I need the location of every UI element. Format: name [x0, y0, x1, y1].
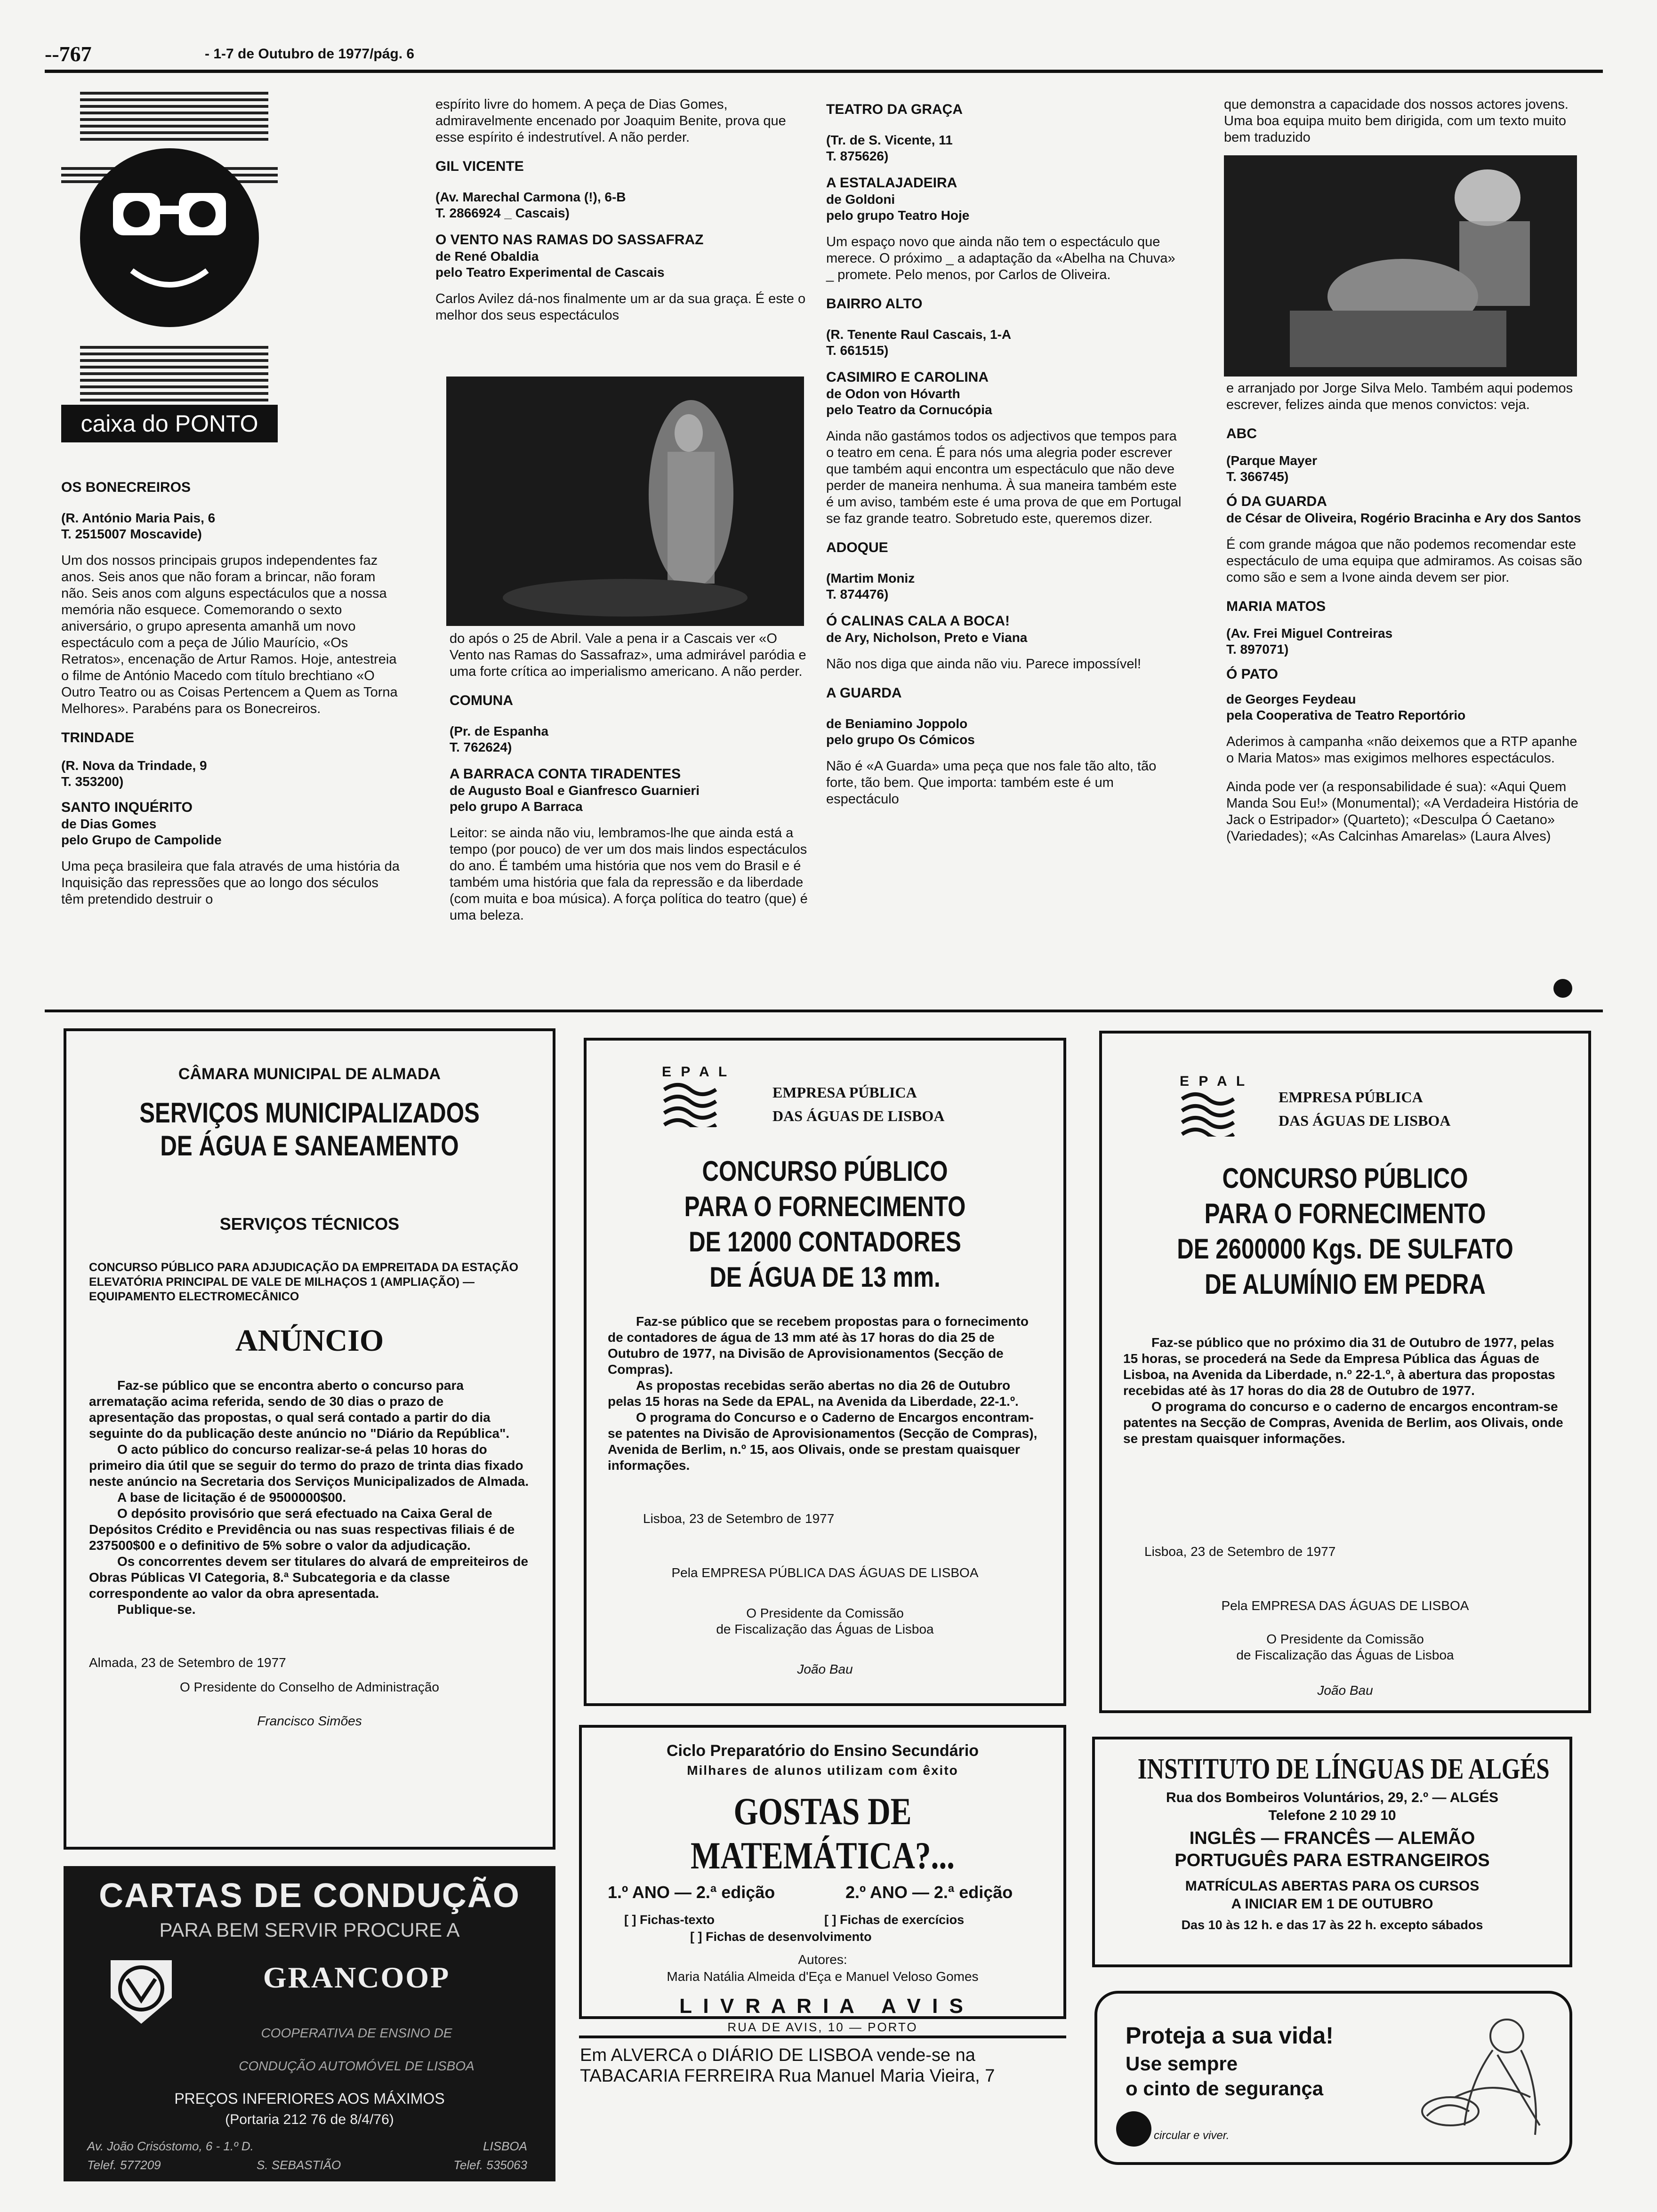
ad-languages: INGLÊS — FRANCÊS — ALEMÃO — [1189, 1828, 1475, 1848]
play-group: pelo Teatro da Cornucópia — [826, 402, 992, 417]
play-author: de Georges Feydeau — [1226, 692, 1356, 706]
venue-title: MARIA MATOS — [1226, 599, 1326, 614]
venue-address: (Tr. de S. Vicente, 11 — [826, 133, 953, 147]
ad-title-line: DE ALUMÍNIO EM PEDRA — [1205, 1268, 1486, 1300]
ad-title-line: DE 12000 CONTADORES — [689, 1226, 961, 1258]
section-rule — [45, 1010, 1603, 1012]
ad-by: Pela EMPRESA PÚBLICA DAS ÁGUAS DE LISBOA — [671, 1565, 979, 1580]
play-title: Ó CALINAS CALA A BOCA! — [826, 613, 1010, 629]
ad-ficha: [ ] Fichas-texto — [624, 1913, 715, 1927]
ad-title: INSTITUTO DE LÍNGUAS DE ALGÉS — [1137, 1753, 1550, 1785]
review-text: espírito livre do homem. A peça de Dias Gomes, admiravelmente encenado por Joaquim Benite, prova que esse espírito é indestrutível. A não perder. — [435, 97, 786, 145]
ad-paragraph: As propostas recebidas serão abertas no dia 26 de Outubro pelas 15 horas na Sede da EPAL, na Avenida da Liberdade, 22-1.º. — [608, 1378, 1019, 1409]
ad-phone: Telefone 2 10 29 10 — [1268, 1808, 1396, 1823]
ad-paragraph: Faz-se público que se recebem propostas para o fornecimento de contadores de água de 13 mm até às 17 horas do dia 25 de Outubro de 1977, na Divisão de Aprovisionamentos (Secção de Compras). — [608, 1314, 1029, 1377]
ad-role-line: de Fiscalização das Águas de Lisboa — [1236, 1648, 1454, 1662]
column-2b — [450, 631, 812, 936]
review-text: Um espaço novo que ainda não tem o espectáculo que merece. O próximo _ a adaptação da «Abelha na Chuva» _ promete. Pelo menos, por Carlos de Oliveira. — [826, 234, 1175, 282]
ad-edition: 2.º ANO — 2.ª edição — [845, 1883, 1013, 1902]
ad-paragraph: O programa do Concurso e o Caderno de Encargos encontram-se patentes na Divisão de Aprovisionamentos (Secção de Compras), Avenida de Berlim, n.º 15, aos Olivais, onde se prestam quaisquer informações. — [608, 1410, 1038, 1473]
venue-title: ABC — [1226, 426, 1257, 441]
venue-address: (Av. Marechal Carmona (!), 6-B — [435, 190, 626, 204]
ad-paragraph: A base de licitação é de 9500000$00. — [117, 1490, 346, 1505]
ad-autores: Maria Natália Almeida d'Eça e Manuel Veloso Gomes — [667, 1969, 979, 1984]
play-author: de Dias Gomes — [61, 817, 157, 831]
ad-epal-sulfato — [1099, 1031, 1591, 1713]
ad-role-line: O Presidente da Comissão — [746, 1606, 904, 1620]
play-group: pelo grupo Os Cómicos — [826, 732, 975, 747]
ad-store-address: RUA DE AVIS, 10 — PORTO — [727, 2020, 918, 2034]
ad-line: o cinto de segurança — [1126, 2077, 1324, 2100]
issue-date: - 1-7 de Outubro de 1977/pág. 6 — [205, 46, 415, 62]
ad-paragraph: Publique-se. — [117, 1602, 196, 1617]
review-text: e arranjado por Jorge Silva Melo. Também aqui podemos escrever, felizes ainda que menos convictos: veja. — [1226, 381, 1573, 412]
venue-title: TRINDADE — [61, 730, 134, 745]
ad-title-line: CONCURSO PÚBLICO — [702, 1155, 948, 1187]
venue-phone: T. 353200) — [61, 774, 124, 789]
ad-signature-name: Francisco Simões — [257, 1714, 362, 1728]
play-title: CASIMIRO E CAROLINA — [826, 369, 989, 385]
caixa-logo-graphic — [61, 82, 278, 435]
ad-title — [1102, 1161, 1588, 1302]
ad-store-name: L I V R A R I A A V I S — [679, 1995, 966, 2018]
end-mark-dot — [1553, 979, 1572, 998]
ad-title-line: DE ÁGUA DE 13 mm. — [709, 1261, 941, 1293]
venue-title: ADOQUE — [826, 540, 888, 555]
ad-title-line: PARA O FORNECIMENTO — [684, 1191, 966, 1222]
ad-paragraph: O acto público do concurso realizar-se-á pelas 10 horas do primeiro dia útil que se seguir do termo do prazo de trinta dias fixado neste anúncio na Secretaria dos Serviços Municipalizados de Almada. — [89, 1442, 529, 1489]
ad-signature-name: João Bau — [797, 1662, 853, 1676]
play-title: A BARRACA CONTA TIRADENTES — [450, 766, 681, 782]
play-author: de Ary, Nicholson, Preto e Viana — [826, 630, 1028, 645]
epal-org-line: EMPRESA PÚBLICA — [772, 1084, 917, 1101]
ad-date: Lisboa, 23 de Setembro de 1977 — [643, 1511, 835, 1526]
ad-org: CÂMARA MUNICIPAL DE ALMADA — [178, 1065, 441, 1083]
ad-ficha: [ ] Fichas de desenvolvimento — [690, 1930, 872, 1944]
review-text: Não é «A Guarda» uma peça que nos fale tão alto, tão forte, tão bem. Que importa: também este é um espectáculo — [826, 759, 1157, 807]
ad-title-line: PARA O FORNECIMENTO — [1204, 1198, 1486, 1229]
wave-icon — [662, 1080, 718, 1127]
play-author: de César de Oliveira, Rogério Bracinha e Ary dos Santos — [1226, 511, 1581, 525]
ad-portaria: (Portaria 212 76 de 8/4/76) — [225, 2112, 394, 2127]
ad-metro: S. SEBASTIÃO — [257, 2158, 341, 2172]
review-text: Um dos nossos principais grupos independentes faz anos. Seis anos que não foram a brincar, não foram não. Seis anos com alguns espectáculos que a nossa memória não esquece. Comemorando o sexto aniversário, o grupo apresenta amanhã um novo espectáculo com a peça de Júlio Maurício, «Os Retratos», encenação de Artur Ramos. Hoje, antestreia o filme de António Macedo com título brechtiano «O Outro Teatro ou as Coisas Pertencem a Quem as Torna Melhores». Parabéns para os Bonecreiros. — [61, 553, 398, 716]
venue-phone: T. 762624) — [450, 740, 512, 754]
ad-paragraph: O programa do concurso e o caderno de encargos encontram-se patentes na Secção de Compras, Avenida de Berlim, aos Olivais, onde se prestam quaisquer informações. — [1123, 1399, 1563, 1446]
ad-fichas — [582, 1913, 1063, 1947]
ad-body — [608, 1314, 1042, 1474]
venue-address: (Av. Frei Miguel Contreiras — [1226, 626, 1393, 641]
epal-logo-text: E P A L — [662, 1064, 730, 1080]
venue-phone: T. 2866924 _ Cascais) — [435, 206, 570, 220]
ad-anuncio-heading: ANÚNCIO — [235, 1323, 384, 1358]
play-group: pelo grupo Teatro Hoje — [826, 208, 970, 223]
review-text: que demonstra a capacidade dos nossos actores jovens. Uma boa equipa muito bem dirigida, com um texto muito bem traduzido — [1224, 97, 1569, 145]
venue-address: (R. Nova da Trindade, 9 — [61, 758, 207, 773]
venue-title: COMUNA — [450, 693, 513, 708]
play-title: A ESTALAJADEIRA — [826, 175, 957, 191]
venue-address: (R. António Maria Pais, 6 — [61, 511, 216, 525]
ad-address: Rua dos Bombeiros Voluntários, 29, 2.º — ALGÉS — [1166, 1790, 1499, 1805]
circular-logo — [1116, 2111, 1151, 2147]
ad-body — [89, 1378, 530, 1618]
play-title: Ó DA GUARDA — [1226, 494, 1327, 509]
venue-address: (Parque Mayer — [1226, 453, 1317, 468]
epal-org-line: EMPRESA PÚBLICA — [1279, 1089, 1423, 1106]
ad-title: CARTAS DE CONDUÇÃO — [99, 1877, 520, 1915]
venue-address: (Martim Moniz — [826, 571, 915, 585]
epal-logo-text: E P A L — [1180, 1074, 1248, 1089]
ad-date: Lisboa, 23 de Setembro de 1977 — [1144, 1544, 1336, 1559]
venue-title: GIL VICENTE — [435, 159, 524, 174]
epal-org-line: DAS ÁGUAS DE LISBOA — [1279, 1112, 1451, 1129]
play-title: SANTO INQUÉRITO — [61, 800, 193, 815]
ad-phone: Telef. 577209 — [87, 2158, 161, 2172]
ad-dept: SERVIÇOS TÉCNICOS — [219, 1214, 400, 1234]
review-text: Ainda não gastámos todos os adjectivos que tempos para o teatro em cena. É para nós uma alegria poder escrever que também aqui encontra um espectáculo que não deve perder de maneira nenhuma. À sua maneira também este é um aviso, também este é uma prova de que em Portugal se faz grande teatro. Sobretudo este, queremos dizer. — [826, 429, 1182, 526]
review-text: Uma peça brasileira que fala através de uma história da Inquisição das repressões que ao longo dos séculos têm pretendido destruir o — [61, 859, 400, 907]
ad-coop — [158, 2017, 555, 2083]
column-3 — [826, 101, 1184, 820]
review-text: É com grande mágoa que não podemos recomendar este espectáculo de uma equipa que admiramos. As coisas são como são e sem a Ivone ainda devem ser pior. — [1226, 537, 1583, 585]
ad-role-line: de Fiscalização das Águas de Lisboa — [716, 1622, 934, 1636]
ad-brand: circular e viver. — [1154, 2129, 1230, 2142]
ad-signature-role — [1102, 1631, 1588, 1663]
ad-hours: Das 10 às 12 h. e das 17 às 22 h. excepto sábados — [1181, 1918, 1483, 1932]
ad-enrol: MATRÍCULAS ABERTAS PARA OS CURSOS — [1185, 1878, 1480, 1894]
stage-photo-vento — [446, 377, 804, 626]
ad-title-line: CONCURSO PÚBLICO — [1222, 1162, 1468, 1194]
ad-title-line: DE 2600000 Kgs. DE SULFATO — [1177, 1233, 1513, 1265]
ad-enrol: A INICIAR EM 1 DE OUTUBRO — [1231, 1896, 1433, 1912]
ad-seatbelt — [1094, 1991, 1572, 2165]
venue-phone: T. 366745) — [1226, 469, 1289, 484]
play-group: pelo Teatro Experimental de Cascais — [435, 265, 665, 280]
venue-phone: T. 875626) — [826, 149, 889, 163]
play-author: de Odon von Hóvarth — [826, 386, 960, 401]
play-title: Ó PATO — [1226, 666, 1279, 682]
play-title: A GUARDA — [826, 685, 902, 701]
review-text: Leitor: se ainda não viu, lembramos-lhe que ainda está a tempo (por pouco) de ver um dos mais lindos espectáculos do ano. É também uma história que nos vem do Brasil e é também uma história que fala da repressão e da liberdade (com muita e boa música). A força política do teatro (que) é uma beleza. — [450, 825, 808, 923]
ad-editions — [582, 1883, 1063, 1903]
play-author: de René Obaldia — [435, 249, 539, 264]
ad-languages-pt: PORTUGUÊS PARA ESTRANGEIROS — [1174, 1851, 1490, 1870]
venue-phone: T. 874476) — [826, 587, 889, 601]
wave-icon — [1180, 1090, 1236, 1137]
ad-by: Pela EMPRESA DAS ÁGUAS DE LISBOA — [1221, 1598, 1469, 1613]
ad-edition: 1.º ANO — 2.ª edição — [608, 1883, 775, 1902]
play-group: pelo grupo A Barraca — [450, 799, 583, 814]
play-title: O VENTO NAS RAMAS DO SASSAFRAZ — [435, 232, 704, 248]
stage-photo-casimiro — [1224, 155, 1577, 377]
ad-title-line: SERVIÇOS MUNICIPALIZADOS — [139, 1097, 480, 1129]
ad-epal-contadores — [584, 1038, 1066, 1706]
ad-coop-line: COOPERATIVA DE ENSINO DE — [261, 2026, 452, 2040]
review-text: Ainda pode ver (a responsabilidade é sua): «Aqui Quem Manda Sou Eu!» (Monumental); «A Verdadeira História de Jack o Estripador» (Quarteto); «Desculpa Ó Caetano» (Variedades); «As Calcinhas Amarelas» (Laura Alves) — [1226, 779, 1578, 844]
venue-phone: T. 2515007 Moscavide) — [61, 527, 202, 541]
header-rule — [45, 70, 1603, 73]
play-author: de Augusto Boal e Gianfresco Guarnieri — [450, 783, 700, 798]
play-group: pelo Grupo de Campolide — [61, 833, 222, 847]
ad-line: Use sempre — [1126, 2052, 1238, 2075]
venue-address: (Pr. de Espanha — [450, 724, 549, 738]
review-text: Aderimos à campanha «não deixemos que a RTP apanhe o Maria Matos» mas exigimos melhores espectáculos. — [1226, 734, 1577, 766]
ad-paragraph: Faz-se público que se encontra aberto o concurso para arrematação acima referida, sendo de 30 dias o prazo de apresentação das propostas, o qual será contado a partir do dia seguinte do da publicação deste anúncio no "Diário da República". — [89, 1378, 510, 1441]
venue-address: (R. Tenente Raul Cascais, 1-A — [826, 327, 1012, 342]
ad-concurso: CONCURSO PÚBLICO PARA ADJUDICAÇÃO DA EMPREITADA DA ESTAÇÃO ELEVATÓRIA PRINCIPAL DE VALE DE MILHAÇOS 1 (AMPLIAÇÃO) — EQUIPAMENTO ELECTROMECÂNICO — [89, 1261, 519, 1303]
ad-coop-line: CONDUÇÃO AUTOMÓVEL DE LISBOA — [239, 2059, 475, 2073]
ad-paragraph: O depósito provisório que será efectuado na Caixa Geral de Depósitos Crédito e Previdência ou nas suas respectivas filiais é de 237500$00 e o definitivo de 5% sobre o valor da adjudicação. — [89, 1506, 515, 1553]
column-1 — [61, 479, 400, 920]
ad-title: GOSTAS DE MATEMÁTICA?... — [691, 1790, 955, 1877]
venue-title: BAIRRO ALTO — [826, 296, 923, 312]
column-4 — [1224, 96, 1582, 150]
ad-title — [66, 1097, 553, 1162]
ad-body — [1123, 1335, 1567, 1447]
ad-almada — [64, 1028, 555, 1850]
ad-line: Milhares de alunos utilizam com êxito — [687, 1763, 958, 1778]
ad-ficha: [ ] Fichas de exercícios — [824, 1913, 965, 1927]
ad-phone: Telef. 535063 — [453, 2158, 527, 2172]
ad-line: Ciclo Preparatório do Ensino Secundário — [666, 1742, 979, 1760]
review-text: Carlos Avilez dá-nos finalmente um ar da sua graça. É este o melhor dos seus espectáculos — [435, 291, 806, 323]
ad-title-line: DE ÁGUA E SANEAMENTO — [160, 1130, 459, 1162]
column-2 — [435, 96, 807, 329]
newspaper-logo: --767 — [45, 42, 92, 66]
ad-brand: GRANCOOP — [263, 1961, 450, 1994]
review-text: Não nos diga que ainda não viu. Parece impossível! — [826, 657, 1142, 672]
epal-logo — [1180, 1074, 1247, 1139]
venue-phone: T. 661515) — [826, 343, 889, 358]
epal-org-line: DAS ÁGUAS DE LISBOA — [772, 1107, 945, 1124]
review-text: do após o 25 de Abril. Vale a pena ir a Cascais ver «O Vento nas Ramas do Sassafraz», uma admirável paródia e uma forte crítica ao imperialismo americano. A não perder. — [450, 631, 806, 679]
play-author: de Beniamino Joppolo — [826, 716, 968, 731]
venue-phone: T. 897071) — [1226, 642, 1289, 657]
ad-city: LISBOA — [483, 2139, 527, 2153]
epal-org — [1279, 1085, 1450, 1132]
venue-title: OS BONECREIROS — [61, 480, 191, 495]
epal-org — [772, 1081, 944, 1128]
ad-paragraph: Faz-se público que no próximo dia 31 de Outubro de 1977, pelas 15 horas, se procederá na Sede da Empresa Pública das Águas de Lisboa, na Avenida da Liberdade, n.º 22-1.º, à abertura das propostas recebidas até às 17 horas do dia 28 de Outubro de 1977. — [1123, 1335, 1555, 1398]
ad-role-line: O Presidente da Comissão — [1266, 1632, 1424, 1646]
ad-headline: Proteja a sua vida! — [1126, 2022, 1334, 2049]
page-header — [45, 41, 1598, 70]
alverca-note-border — [579, 2036, 1066, 2038]
column-4b — [1226, 380, 1584, 857]
ad-signature-role — [587, 1605, 1063, 1637]
ad-grancoop — [64, 1866, 555, 2181]
venue-title: TEATRO DA GRAÇA — [826, 102, 963, 117]
ad-paragraph: Os concorrentes devem ser titulares do alvará de empreiteiros de Obras Públicas VI Categoria, 8.ª Subcategoria e da classe correspondente ao valor da obra apresentada. — [89, 1554, 529, 1601]
play-group: pela Cooperativa de Teatro Reportório — [1226, 708, 1466, 722]
ad-instituto-algés — [1092, 1737, 1572, 1967]
ad-subtitle: PARA BEM SERVIR PROCURE A — [159, 1919, 460, 1941]
alverca-note: Em ALVERCA o DIÁRIO DE LISBOA vende-se na TABACARIA FERREIRA Rua Manuel Maria Vieira, 7 — [580, 2045, 995, 2086]
caixa-label: caixa do PONTO — [61, 405, 278, 442]
epal-logo — [662, 1064, 730, 1130]
ad-address: Av. João Crisóstomo, 6 - 1.º D. — [87, 2139, 254, 2153]
seatbelt-driver-illustration — [1399, 2003, 1568, 2154]
ad-date: Almada, 23 de Setembro de 1977 — [89, 1655, 286, 1670]
play-author: de Goldoni — [826, 192, 895, 207]
ad-precos: PREÇOS INFERIORES AOS MÁXIMOS — [174, 2090, 445, 2107]
ad-signature-role: O Presidente do Conselho de Administração — [180, 1680, 439, 1694]
ad-signature-name: João Bau — [1317, 1683, 1373, 1698]
ad-livraria-avis — [579, 1725, 1066, 2034]
ad-autores-label: Autores: — [798, 1952, 847, 1967]
ad-title — [587, 1154, 1063, 1295]
